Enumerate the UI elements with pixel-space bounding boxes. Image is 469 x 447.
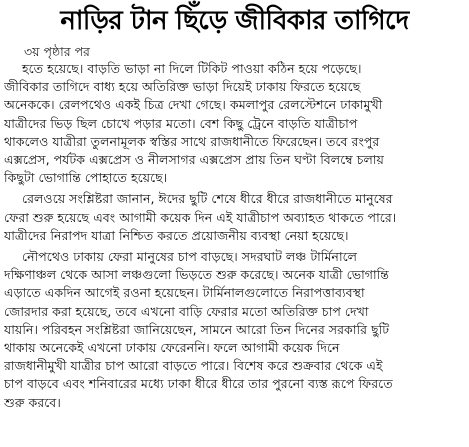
text-line: অনেককে। রেলপথেও একই চিত্র দেখা গেছে। কমলাপুর রেলস্টেশনে ঢাকামুখী xyxy=(4,97,383,113)
text-line: ফেরা শুরু হয়েছে এবং আগামী কয়েক দিন এই যাত্রীচাপ অব্যাহত থাকতে পারে। xyxy=(4,209,397,225)
continued-from-label: ৩য় পৃষ্ঠার পর xyxy=(24,44,90,59)
article-body xyxy=(4,60,462,415)
text-line: যাত্রীদের নিরাপদ যাত্রা নিশ্চিত করতে প্রয়োজনীয় ব্যবস্থা নেয়া হয়েছে। xyxy=(4,227,349,243)
text-line: জোরদার করা হয়েছে, তবে এখনো বাড়ি ফেরার মতো অতিরিক্ত চাপ দেখা xyxy=(4,303,369,319)
text-line: এড়াতে একদিন আগেই রওনা হয়েছেন। টার্মিনালগুলোতে নিরাপত্তাব্যবস্থা xyxy=(4,285,365,301)
headline: নাড়ির টান ছিঁড়ে জীবিকার তাগিদে xyxy=(60,6,409,36)
text-line: হতে হয়েছে। বাড়তি ভাড়া না দিলে টিকিট পাওয়া কঠিন হয়ে পড়েছে। xyxy=(22,61,362,76)
text-line: থাকলেও যাত্রীরা তুলনামূলক স্বস্তির সাথে রাজধানীতে ফিরেছেন। তবে রংপুর xyxy=(4,133,380,149)
text-line: থাকায় অনেকেই এখনো ঢাকায় ফেরেননি। ফলে আগামী কয়েক দিনে xyxy=(4,340,340,356)
paragraph-1 xyxy=(4,60,462,187)
text-line: যায়নি। পরিবহন সংশ্লিষ্টরা জানিয়েছেন, সামনে আরো তিন দিনের সরকারি ছুটি xyxy=(4,321,390,337)
text-line: এক্সপ্রেস, পর্যটক এক্সপ্রেস ও নীলসাগর এক্সপ্রেস প্রায় তিন ঘণ্টা বিলম্বে চলায় xyxy=(4,152,384,168)
text-line: রাজধানীমুখী যাত্রীর চাপ আরো বাড়তে পারে। বিশেষ করে শুক্রবার থেকে এই xyxy=(4,358,383,374)
text-line: রেলওয়ে সংশ্লিষ্টরা জানান, ঈদের ছুটি শেষে ধীরে ধীরে রাজধানীতে মানুষের xyxy=(22,191,393,207)
text-line: নৌপথেও ঢাকায় ফেরা মানুষের চাপ বাড়ছে। সদরঘাট লঞ্চ টার্মিনালে xyxy=(22,249,358,265)
paragraph-2 xyxy=(4,190,462,245)
text-line: কিছুটা ভোগান্তি পোহাতে হয়েছে। xyxy=(4,170,168,186)
text-line: শুরু করবে। xyxy=(4,394,61,410)
text-line: দক্ষিণাঞ্চল থেকে আসা লঞ্চগুলো ভিড়তে শুরু করেছে। অনেক যাত্রী ভোগান্তি xyxy=(4,267,389,283)
paragraph-3 xyxy=(4,248,462,412)
text-line: যাত্রীদের ভিড় ছিল চোখে পড়ার মতো। বেশ কিছু ট্রেনে বাড়তি যাত্রীচাপ xyxy=(4,115,358,131)
text-line: চাপ বাড়বে এবং শনিবারের মধ্যে ঢাকা ধীরে ধীরে তার পুরনো ব্যস্ত রূপে ফিরতে xyxy=(4,376,393,392)
text-line: জীবিকার তাগিদে বাধ্য হয়ে অতিরিক্ত ভাড়া দিয়েই ঢাকায় ফিরতে হয়েছে xyxy=(4,79,361,95)
